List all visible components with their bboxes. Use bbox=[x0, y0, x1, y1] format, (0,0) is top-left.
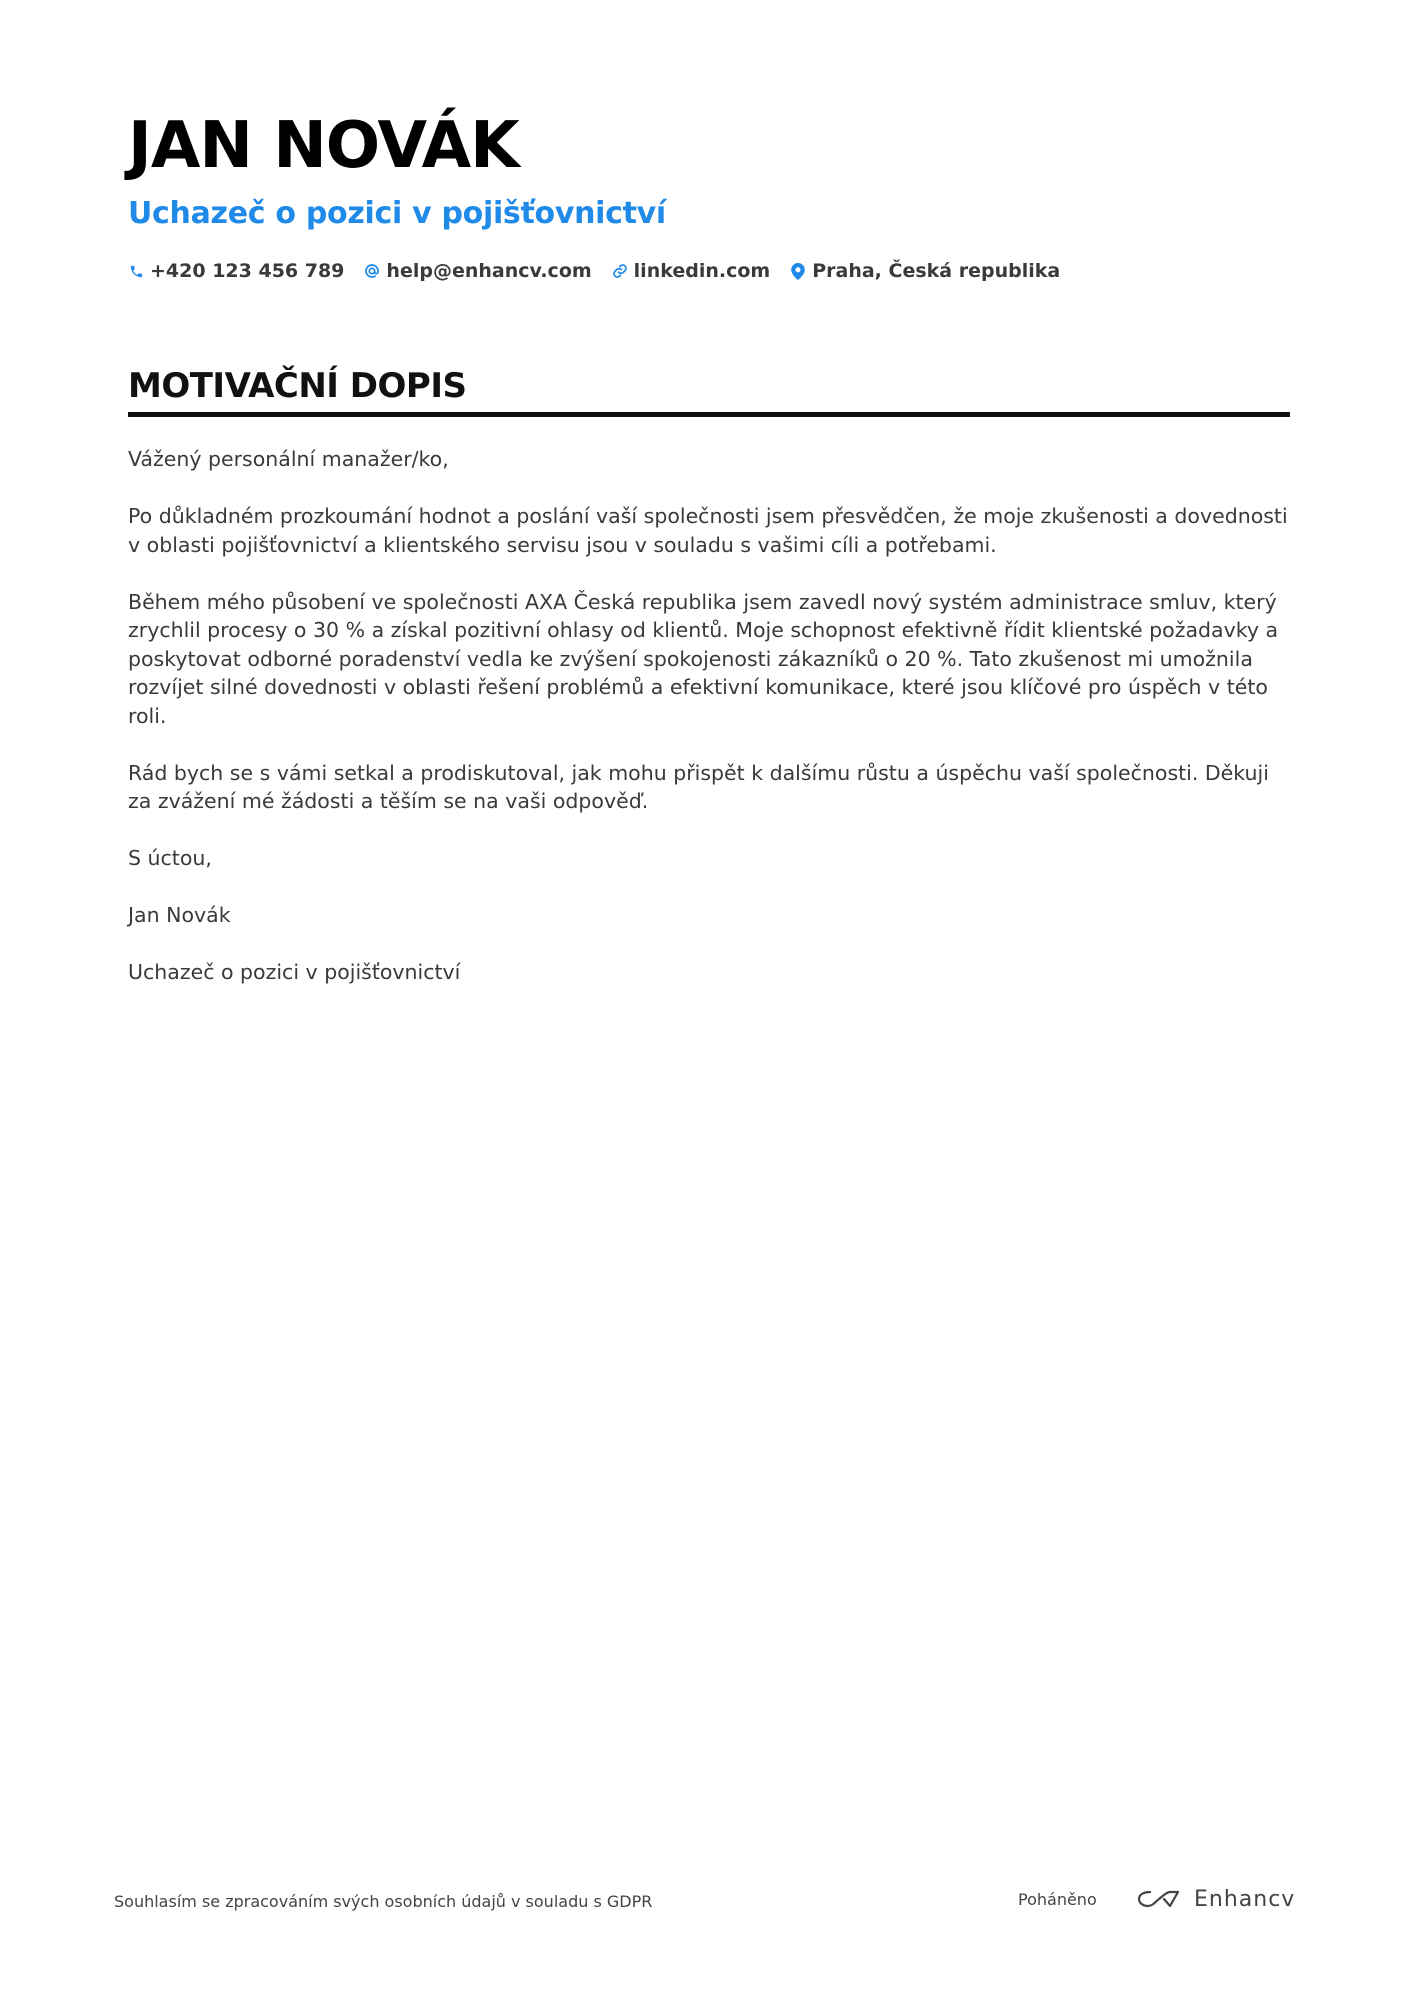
powered-by-label: Poháněno bbox=[1018, 1890, 1097, 1909]
contact-linkedin[interactable] bbox=[612, 260, 771, 282]
cover-letter-section bbox=[128, 364, 1290, 1015]
contact-linkedin-text: linkedin.com bbox=[633, 260, 771, 282]
letter-paragraph: Po důkladném prozkoumání hodnot a poslání vaší společnosti jsem přesvědčen, že moje zkušenosti a dovednosti v oblasti pojišťovnictví a klientského servisu jsou v souladu s vašimi cíli a potřebami. bbox=[128, 504, 1288, 557]
contact-email-text: help@enhancv.com bbox=[386, 260, 592, 282]
letter-closing: S úctou, bbox=[128, 846, 212, 870]
letter-body bbox=[128, 445, 1290, 987]
contact-location bbox=[790, 260, 1060, 282]
enhancv-brand-name: Enhancv bbox=[1194, 1886, 1296, 1912]
header bbox=[128, 108, 1288, 286]
contact-location-text: Praha, Česká republika bbox=[812, 260, 1061, 282]
contact-phone-text: +420 123 456 789 bbox=[150, 260, 345, 282]
letter-paragraph: Během mého působení ve společnosti AXA Česká republika jsem zavedl nový systém administrace smluv, který zrychlil procesy o 30 % a získal pozitivní ohlasy od klientů. Moje schopnost efektivně řídit klientské požadavky a poskytovat odborné poradenství vedla ke zvýšení spokojenosti zákazníků o 20 %. Tato zkušenost mi umožnila rozvíjet silné dovednosti v oblasti řešení problémů a efektivní komunikace, které jsou klíčové pro úspěch v této roli. bbox=[128, 589, 1279, 728]
at-icon bbox=[364, 262, 380, 280]
letter-greeting: Vážený personální manažer/ko, bbox=[128, 447, 449, 471]
link-icon bbox=[612, 262, 628, 280]
contact-phone[interactable] bbox=[128, 260, 344, 282]
contact-email[interactable] bbox=[364, 260, 591, 282]
signature-name: Jan Novák bbox=[128, 903, 231, 927]
candidate-name: JAN NOVÁK bbox=[128, 109, 519, 183]
candidate-subtitle: Uchazeč o pozici v pojišťovnictví bbox=[128, 196, 666, 231]
phone-icon bbox=[128, 262, 144, 280]
section-title: MOTIVAČNÍ DOPIS bbox=[128, 366, 467, 406]
section-divider bbox=[128, 412, 1290, 417]
location-pin-icon bbox=[790, 262, 806, 280]
letter-paragraph: Rád bych se s vámi setkal a prodiskutoval, jak mohu přispět k dalšímu růstu a úspěchu vaší společnosti. Děkuji za zvážení mé žádosti a těším se na vaši odpověď. bbox=[128, 760, 1269, 813]
gdpr-consent: Souhlasím se zpracováním svých osobních údajů v souladu s GDPR bbox=[114, 1892, 653, 1911]
footer bbox=[114, 1884, 1296, 1924]
contact-bar bbox=[128, 256, 1288, 286]
enhancv-brand[interactable] bbox=[1136, 1884, 1295, 1914]
enhancv-logo-icon bbox=[1136, 1887, 1182, 1911]
signature-title: Uchazeč o pozici v pojišťovnictví bbox=[128, 960, 461, 984]
